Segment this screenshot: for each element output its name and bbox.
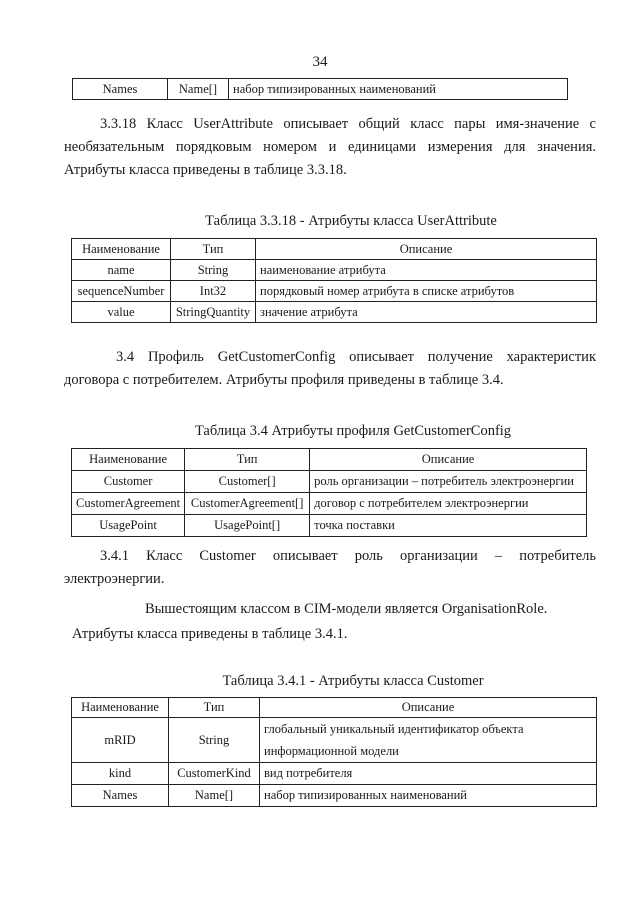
table-header-row: [72, 698, 597, 718]
table-cell: роль организации – потребитель электроэнергии: [310, 471, 587, 493]
table-caption-3-4-1: Таблица 3.4.1 - Атрибуты класса Customer: [222, 673, 484, 689]
table-cell: kind: [72, 763, 169, 785]
table-cell: Customer: [72, 471, 185, 493]
table-cell: наименование атрибута: [256, 260, 597, 281]
table-cell: UsagePoint: [72, 515, 185, 537]
paragraph-3-3-18: [64, 113, 596, 182]
table-cell: sequenceNumber: [72, 281, 171, 302]
table-cell: набор типизированных наименований: [229, 79, 568, 100]
table-row: [72, 260, 597, 281]
top-continuation-table: [72, 78, 568, 100]
table-3-4-1: [71, 697, 597, 807]
cell-line: информационной модели: [264, 744, 399, 758]
table-cell: CustomerAgreement[]: [185, 493, 310, 515]
column-header: Тип: [169, 698, 260, 718]
column-header: Тип: [185, 449, 310, 471]
paragraph-line: Вышестоящим классом в CIM-модели является OrganisationRole.: [145, 601, 548, 617]
table-cell: Customer[]: [185, 471, 310, 493]
page-number: 34: [312, 54, 328, 70]
paragraph-line: необязательным порядковым номером и единицами измерения для значения.: [64, 139, 596, 155]
table-caption-3-3-18: Таблица 3.3.18 - Атрибуты класса UserAttribute: [205, 213, 497, 229]
paragraph-line: Атрибуты класса приведены в таблице 3.3.18.: [64, 162, 347, 178]
table-cell: Names: [73, 79, 168, 100]
table-row: [72, 785, 597, 807]
paragraph-3-4: [64, 346, 596, 392]
paragraph-line: Атрибуты класса приведены в таблице 3.4.1.: [72, 626, 348, 642]
column-header: Наименование: [72, 449, 185, 471]
table-row: [72, 493, 587, 515]
paragraph-line: 3.3.18 Класс UserAttribute описывает общий класс пары имя-значение с: [100, 116, 596, 132]
table-cell: порядковый номер атрибута в списке атрибутов: [256, 281, 597, 302]
table-row: [72, 281, 597, 302]
table-cell: name: [72, 260, 171, 281]
table-row: [73, 79, 568, 100]
table-cell: Int32: [171, 281, 256, 302]
column-header: Описание: [256, 239, 597, 260]
column-header: Тип: [171, 239, 256, 260]
column-header: Описание: [310, 449, 587, 471]
table-cell: точка поставки: [310, 515, 587, 537]
table-cell: mRID: [72, 718, 169, 763]
table-cell: String: [169, 718, 260, 763]
cell-line: глобальный уникальный идентификатор объекта: [264, 722, 524, 736]
table-cell: Names: [72, 785, 169, 807]
column-header: Описание: [260, 698, 597, 718]
paragraph-3-4-1: [64, 545, 596, 591]
table-cell: вид потребителя: [260, 763, 597, 785]
table-cell: [260, 718, 597, 763]
paragraph-line: договора с потребителем. Атрибуты профиля приведены в таблице 3.4.: [64, 372, 504, 388]
table-header-row: [72, 449, 587, 471]
table-row: [72, 763, 597, 785]
column-header: Наименование: [72, 698, 169, 718]
table-row: [72, 302, 597, 323]
table-3-4: [71, 448, 587, 537]
paragraph-line: электроэнергии.: [64, 571, 165, 587]
table-row: [72, 515, 587, 537]
table-cell: Name[]: [169, 785, 260, 807]
table-cell: CustomerAgreement: [72, 493, 185, 515]
table-header-row: [72, 239, 597, 260]
table-row: [72, 718, 597, 763]
table-cell: value: [72, 302, 171, 323]
table-caption-3-4: Таблица 3.4 Атрибуты профиля GetCustomerConfig: [194, 423, 512, 439]
paragraph-line: 3.4 Профиль GetCustomerConfig описывает получение характеристик: [116, 349, 596, 365]
table-cell: значение атрибута: [256, 302, 597, 323]
column-header: Наименование: [72, 239, 171, 260]
table-cell: договор с потребителем электроэнергии: [310, 493, 587, 515]
table-row: [72, 471, 587, 493]
table-cell: CustomerKind: [169, 763, 260, 785]
table-cell: UsagePoint[]: [185, 515, 310, 537]
table-cell: StringQuantity: [171, 302, 256, 323]
paragraph-line: 3.4.1 Класс Customer описывает роль организации – потребитель: [100, 548, 596, 564]
table-cell: Name[]: [168, 79, 229, 100]
table-3-3-18: [71, 238, 597, 323]
table-cell: String: [171, 260, 256, 281]
table-cell: набор типизированных наименований: [260, 785, 597, 807]
